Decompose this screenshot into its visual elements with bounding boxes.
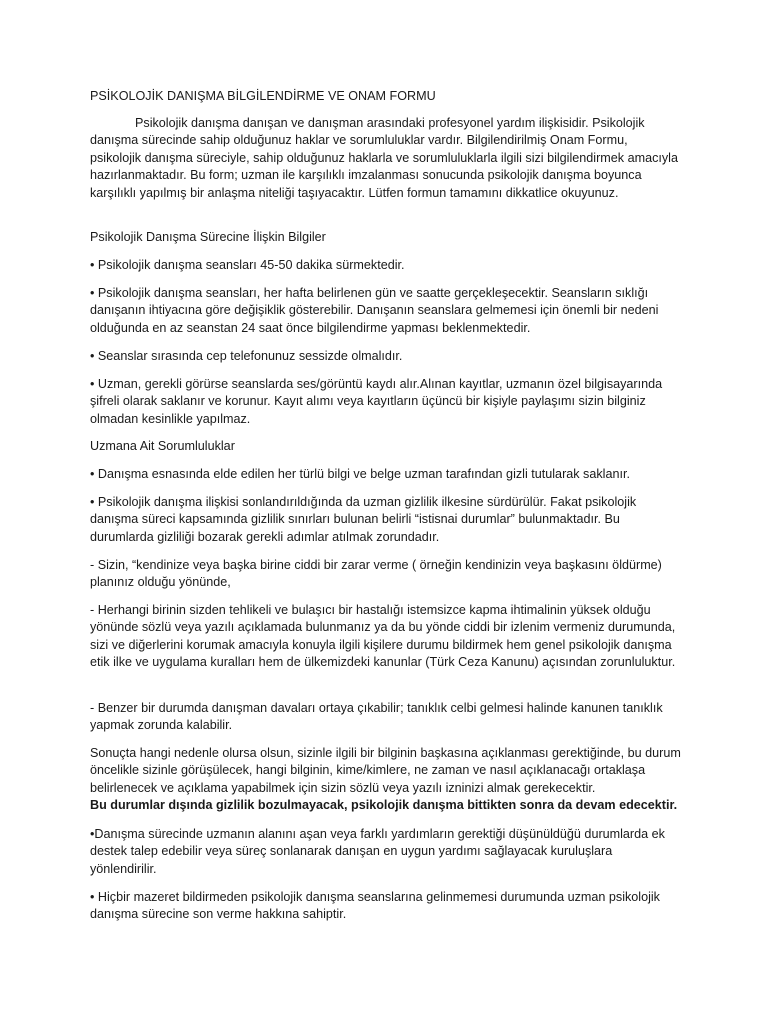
list-item: • Danışma esnasında elde edilen her türlü bilgi ve belge uzman tarafından gizli tutularak saklanır. [90, 467, 630, 481]
list-item: • Psikolojik danışma ilişkisi sonlandırıldığında da uzman gizlilik ilkesine sürdürülür. Fakat psikolojik danışma süreci kapsamında gizlilik sınırları bulunan belirli “istisnai durumlar” bulunmaktadır. Bu durumlarda gizliliği bozarak gerekli adımlar atılmak zorundadır. [90, 495, 637, 544]
list-item: •Danışma sürecinde uzmanın alanını aşan veya farklı yardımların gerektiği düşünüldüğü durumlarda ek destek talep edebilir veya süreç sonlanarak danışan en uygun yardımı sağlayacak kuruluşlara yönlendirilir. [90, 827, 665, 876]
list-item: - Sizin, “kendinize veya başka birine ciddi bir zarar verme ( örneğin kendinizin veya başkasını öldürme) planınız olduğu yönünde, [90, 558, 662, 590]
conclusion-block [90, 745, 682, 815]
list-item: • Psikolojik danışma seansları 45-50 dakika sürmektedir. [90, 258, 405, 272]
list-item: - Benzer bir durumda danışman davaları ortaya çıkabilir; tanıklık celbi gelmesi halinde kanunen tanıklık yapmak zorunda kalabilir. [90, 701, 663, 733]
conclusion-bold-statement: Bu durumlar dışında gizlilik bozulmayacak, psikolojik danışma bittikten sonra da devam edecektir. [90, 798, 678, 813]
list-item: • Hiçbir mazeret bildirmeden psikolojik danışma seanslarına gelinmemesi durumunda uzman psikolojik danışma sürecine son verme hakkına sahiptir. [90, 890, 660, 922]
conclusion-paragraph: Sonuçta hangi nedenle olursa olsun, sizinle ilgili bir bilginin başkasına açıklanması gerektiğinde, bu durum öncelikle sizinle görüşülecek, hangi bilginin, kime/kimlere, ne zaman ve nasıl açıklanacağı ortaklaşa belirlenecek ve açıklama yapabilmek için sizin sözlü veya yazılı izninizi almak gerekecektir. [90, 746, 681, 795]
list-item: - Herhangi birinin sizden tehlikeli ve bulaşıcı bir hastalığı istemsizce kapma ihtimalinin yüksek olduğu yönünde sözlü veya yazılı açıklamada bulunmanız ya da bu yönde ciddi bir izlenim vermeniz durumunda, sizi ve diğerlerini korumak amacıyla konuyla ilgili kişilere durumu bildirmek hem genel psikolojik danışma etik ilke ve uygulama kuralları hem de ülkemizdeki kanunlar (Türk Ceza Kanunu) açısından zorunluluktur. [90, 603, 676, 670]
form-title: PSİKOLOJİK DANIŞMA BİLGİLENDİRME VE ONAM FORMU [90, 89, 436, 103]
section-heading-process: Psikolojik Danışma Sürecine İlişkin Bilgiler [90, 230, 326, 244]
list-item: • Uzman, gerekli görürse seanslarda ses/görüntü kaydı alır.Alınan kayıtlar, uzmanın özel bilgisayarında şifreli olarak saklanır ve korunur. Kayıt alımı veya kayıtların üçüncü bir kişiyle paylaşımı sizin bilginiz olmadan kesinlikle yapılmaz. [90, 377, 663, 426]
intro-paragraph: Psikolojik danışma danışan ve danışman arasındaki profesyonel yardım ilişkisidir. Psikolojik danışma sürecinde sahip olduğunuz haklar ve sorumluluklar vardır. Bilgilendirilmiş Onam Formu, psikolojik danışma süreciyle, sahip olduğunuz haklarla ve sorumluluklarla ilgili sizi bilgilendirmek amacıyla hazırlanmaktadır. Bu form; uzman ile karşılıklı imzalanması sonucunda psikolojik danışma boyunca karşılıklı yapılmış bir anlaşma niteliği taşıyacaktır. Lütfen formun tamamını dikkatlice okuyunuz. [90, 116, 678, 200]
list-item: • Seanslar sırasında cep telefonunuz sessizde olmalıdır. [90, 349, 403, 363]
section-heading-responsibilities: Uzmana Ait Sorumluluklar [90, 439, 235, 453]
list-item: • Psikolojik danışma seansları, her hafta belirlenen gün ve saatte gerçekleşecektir. Seansların sıklığı danışanın ihtiyacına göre değişiklik gösterebilir. Danışanın seanslara gelmemesi için önemli bir nedeni olduğunda en az seanstan 24 saat önce bilgilendirme yapması beklenmektedir. [90, 286, 659, 335]
